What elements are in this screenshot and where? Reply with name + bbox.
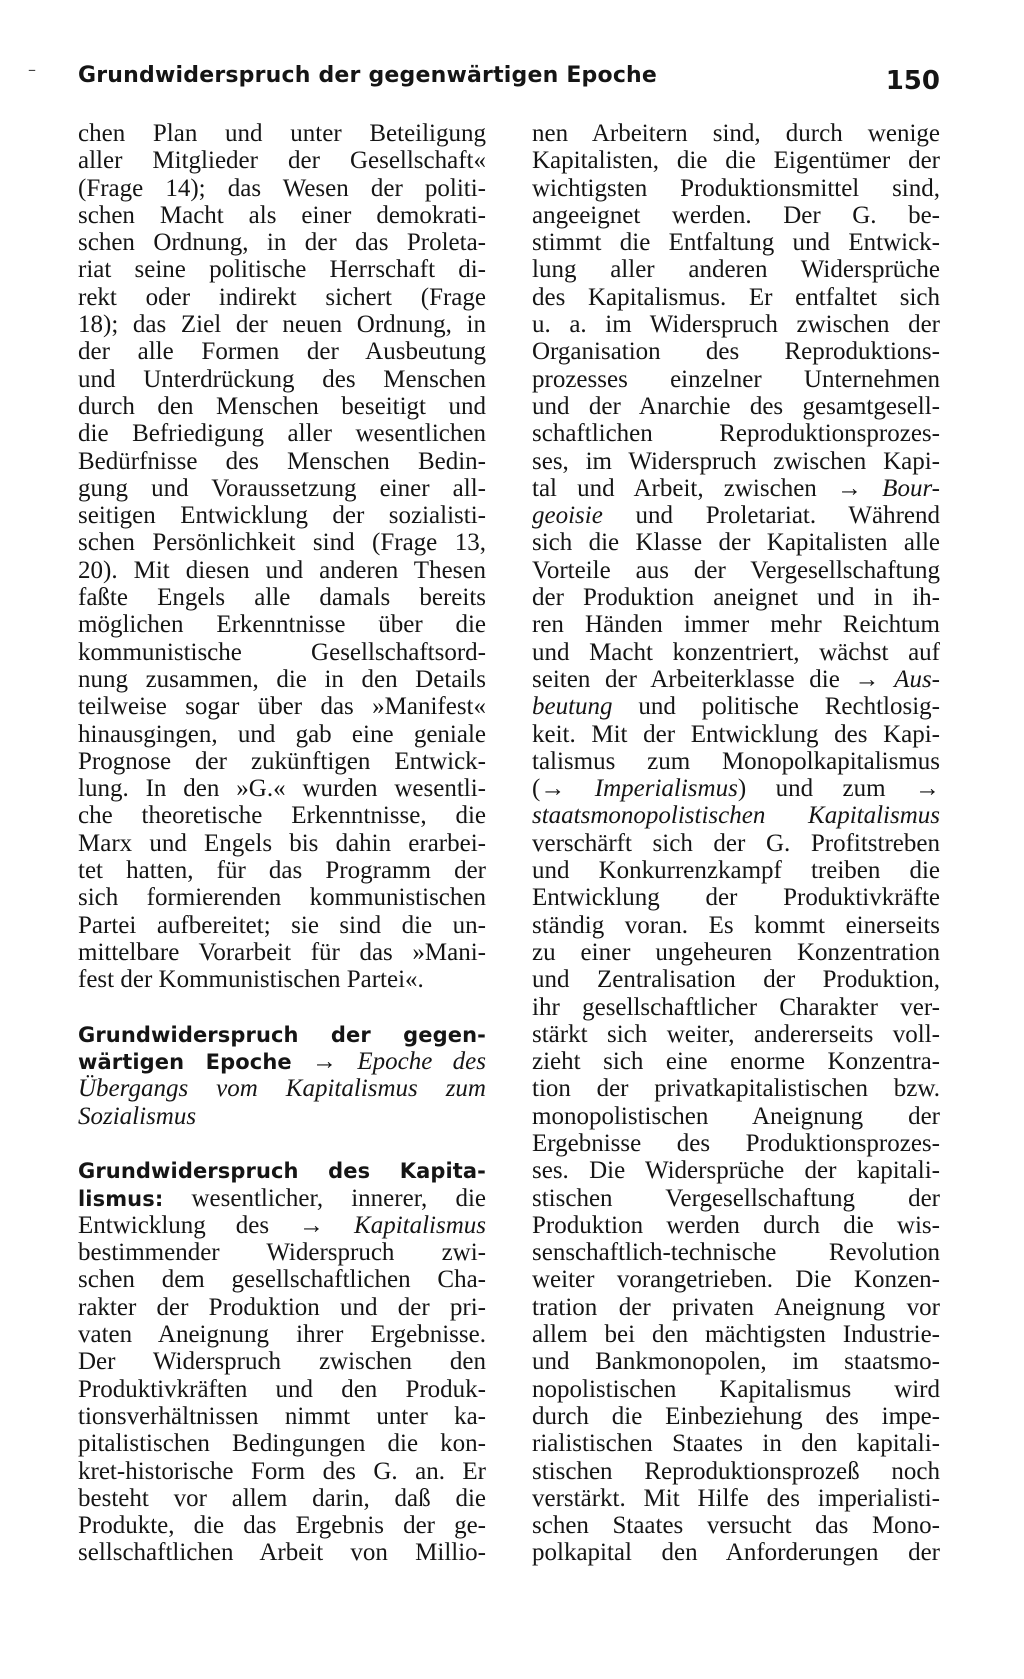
text-line [532,1485,940,1512]
text-line [78,202,486,229]
text-segment: Entwicklung des → [78,1211,355,1239]
cross-reference: Aus- [894,665,940,693]
text-line [78,256,486,283]
entry-headword: Grundwiderspruch der gegen- [78,1022,486,1047]
text-segment: und Konkurrenzkampf treiben die [532,857,940,885]
text-segment: (Frage 14); das Wesen der politi- [78,174,486,202]
text-line [78,1294,486,1321]
text-segment: talismus zum Monopolkapitalismus [532,747,940,775]
left-column [78,120,486,1567]
text-segment: tionsverhältnissen nimmt unter ka- [78,1402,486,1430]
text-segment: seitigen Entwicklung der sozialisti- [78,502,486,530]
text-line [78,639,486,666]
text-line [532,1321,940,1348]
text-segment: Organisation des Reproduktions- [532,338,940,366]
text-line [532,202,940,229]
text-segment: seiten der Arbeiterklasse die → [532,665,895,693]
text-segment: durch die Einbeziehung des impe- [532,1402,940,1430]
text-line [78,284,486,311]
text-line [78,366,486,393]
text-line [78,830,486,857]
text-segment: schen Macht als einer demokrati- [78,201,486,229]
text-line [78,1348,486,1375]
text-line [532,1403,940,1430]
text-line [78,611,486,638]
text-line [78,1048,486,1075]
text-segment: 20). Mit diesen und anderen Thesen [78,556,486,584]
text-line [532,284,940,311]
text-line [78,1512,486,1539]
text-segment: und Zentralisation der Produktion, [532,966,940,994]
text-segment: schaftlichen Reproduktionsprozes- [532,420,940,448]
text-line [78,884,486,911]
text-segment: sich formierenden kommunistischen [78,884,486,912]
text-segment: durch den Menschen beseitigt und [78,392,486,420]
page-header [78,62,940,102]
text-segment: ständig voran. Es kommt einerseits [532,911,940,939]
text-line [78,311,486,338]
text-line [78,502,486,529]
text-segment: vaten Aneignung ihrer Ergebnisse. [78,1321,486,1349]
text-line [78,1539,486,1566]
text-segment: ses, im Widerspruch zwischen Kapi- [532,447,940,475]
text-segment: wesentlicher, innerer, die [163,1184,486,1212]
text-line [78,1266,486,1293]
text-line [532,120,940,147]
text-segment: ihr gesellschaftlicher Charakter ver- [532,993,940,1021]
text-segment: nung zusammen, die in den Details [78,665,486,693]
text-line [532,639,940,666]
text-segment: mittelbare Vorarbeit für das »Mani- [78,938,486,966]
text-segment: Produktivkräften und den Produk- [78,1375,486,1403]
text-line [532,748,940,775]
text-line [532,693,940,720]
text-line [532,994,940,1021]
text-segment: rekt oder indirekt sichert (Frage [78,283,486,311]
text-segment: des Kapitalismus. Er entfaltet sich [532,283,940,311]
text-line [532,529,940,556]
text-segment: bestimmender Widerspruch zwi- [78,1239,486,1267]
margin-mark: – [28,60,36,79]
text-segment: zu einer ungeheuren Konzentration [532,938,940,966]
text-line [532,884,940,911]
text-line [78,966,486,993]
text-line [78,857,486,884]
text-line [532,448,940,475]
cross-reference: staatsmonopolistischen Kapitalismus [532,802,940,830]
text-line [78,175,486,202]
text-segment: nopolistischen Kapitalismus wird [532,1375,940,1403]
text-segment: besteht vor allem darin, daß die [78,1484,486,1512]
text-line [532,1458,940,1485]
text-segment: sellschaftlichen Arbeit von Millio- [78,1539,486,1567]
text-segment: zieht sich eine enorme Konzentra- [532,1048,940,1076]
text-line [532,802,940,829]
text-line [532,1539,940,1566]
text-line [532,939,940,966]
text-line [78,1075,486,1102]
text-line [532,1185,940,1212]
text-line [532,1512,940,1539]
text-line [532,557,940,584]
text-line [78,529,486,556]
text-line [78,147,486,174]
text-segment: und Bankmonopolen, im staatsmo- [532,1348,940,1376]
text-line [78,120,486,147]
text-line [532,1075,940,1102]
entry-headword: Grundwiderspruch des Kapita- [78,1159,486,1184]
entry-headword: lismus: [78,1186,164,1211]
text-segment: und Proletariat. Während [602,502,940,530]
text-line [78,557,486,584]
text-line [78,1212,486,1239]
text-segment: tal und Arbeit, zwischen → [532,474,883,502]
text-line [532,912,940,939]
text-segment: lung. In den »G.« wurden wesentli- [78,775,486,803]
text-segment: lung aller anderen Widersprüche [532,256,940,284]
text-line [78,912,486,939]
text-line [532,147,940,174]
cross-reference: Kapitalismus [354,1211,486,1239]
text-segment: senschaftlich-technische Revolution [532,1239,940,1267]
text-segment: tration der privaten Aneignung vor [532,1293,940,1321]
paragraph-gap [78,1130,486,1157]
text-line [532,721,940,748]
text-line [532,1103,940,1130]
text-line [532,175,940,202]
text-segment: der alle Formen der Ausbeutung [78,338,486,366]
text-line [78,1239,486,1266]
text-segment: faßte Engels alle damals bereits [78,584,486,612]
text-line [78,1021,486,1048]
text-segment: ren Händen immer mehr Reichtum [532,611,940,639]
right-column [532,120,940,1567]
text-line [78,802,486,829]
text-line [78,584,486,611]
text-segment: hinausgingen, und gab eine geniale [78,720,486,748]
cross-reference: beutung [532,693,613,721]
text-line [78,420,486,447]
text-line [532,584,940,611]
text-segment: Prognose der zukünftigen Entwick- [78,747,486,775]
text-segment: verschärft sich der G. Profitstreben [532,829,940,857]
text-segment: die Befriedigung aller wesentlichen [78,420,486,448]
text-segment: aller Mitglieder der Gesellschaft« [78,147,486,175]
paragraph-gap [78,994,486,1021]
text-segment: und politische Rechtlosig- [612,693,940,721]
text-segment: stimmt die Entfaltung und Entwick- [532,229,940,257]
text-segment: keit. Mit der Entwicklung des Kapi- [532,720,940,748]
text-line [532,1212,940,1239]
text-segment: wichtigsten Produktionsmittel sind, [532,174,940,202]
entry-headword: wärtigen Epoche [78,1050,292,1075]
text-segment: Entwicklung der Produktivkräfte [532,884,940,912]
text-line [532,1376,940,1403]
text-segment: monopolistischen Aneignung der [532,1102,940,1130]
text-line [78,1321,486,1348]
text-line [532,366,940,393]
text-line [78,1485,486,1512]
text-segment: kommunistische Gesellschaftsord- [78,638,486,666]
text-segment: Kapitalisten, die die Eigentümer der [532,147,940,175]
text-line [78,338,486,365]
text-line [532,1021,940,1048]
text-segment: der Produktion aneignet und in ih- [532,584,940,612]
text-segment: stischen Reproduktionsprozeß noch [532,1457,940,1485]
text-segment: riat seine politische Herrschaft di- [78,256,486,284]
text-segment: ) und zum → [737,775,940,803]
text-line [78,1103,486,1130]
text-line [78,748,486,775]
text-segment: rialistischen Staates in den kapitali- [532,1430,940,1458]
text-line [78,721,486,748]
text-segment: rakter der Produktion und der pri- [78,1293,486,1321]
text-segment: nen Arbeitern sind, durch wenige [532,120,940,147]
cross-reference: Bour- [882,474,940,502]
text-segment: allem bei den mächtigsten Industrie- [532,1321,940,1349]
text-segment: sich die Klasse der Kapitalisten alle [532,529,940,557]
text-segment: → [291,1048,358,1076]
text-line [78,1376,486,1403]
text-segment: schen dem gesellschaftlichen Cha- [78,1266,486,1294]
text-line [532,502,940,529]
text-segment: schen Staates versucht das Mono- [532,1512,940,1540]
text-line [532,611,940,638]
text-segment: Produkte, die das Ergebnis der ge- [78,1512,486,1540]
text-line [532,1348,940,1375]
text-segment: weiter vorangetrieben. Die Konzen- [532,1266,940,1294]
text-line [78,229,486,256]
text-segment: (→ [532,775,595,803]
text-segment: Partei aufbereitet; sie sind die un- [78,911,486,939]
running-head: Grundwiderspruch der gegenwärtigen Epoche [78,63,658,88]
text-line [532,229,940,256]
text-line [532,393,940,420]
cross-reference: geoisie [532,502,603,530]
text-line [532,420,940,447]
text-segment: und Unterdrückung des Menschen [78,365,486,393]
text-segment: pitalistischen Bedingungen die kon- [78,1430,486,1458]
text-segment: polkapital den Anforderungen der [532,1539,940,1567]
text-segment: Ergebnisse des Produktionsprozes- [532,1129,940,1157]
text-line [532,1048,940,1075]
cross-reference: Sozialismus [78,1102,197,1130]
text-line [78,1430,486,1457]
text-line [532,1130,940,1157]
text-line [78,939,486,966]
text-line [532,966,940,993]
text-line [532,830,940,857]
text-segment: 18); das Ziel der neuen Ordnung, in [78,311,486,339]
text-segment: tet hatten, für das Programm der [78,857,486,885]
text-line [532,1157,940,1184]
text-line [78,448,486,475]
text-segment: tion der privatkapitalistischen bzw. [532,1075,940,1103]
text-segment: stischen Vergesellschaftung der [532,1184,940,1212]
text-segment: fest der Kommunistischen Partei«. [78,966,424,994]
text-line [78,1157,486,1184]
cross-reference: Epoche des [357,1048,486,1076]
text-segment: Der Widerspruch zwischen den [78,1348,486,1376]
text-segment: kret-historische Form des G. an. Er [78,1457,486,1485]
text-line [78,1403,486,1430]
text-segment: Produktion werden durch die wis- [532,1211,940,1239]
text-segment: verstärkt. Mit Hilfe des imperialisti- [532,1484,940,1512]
text-line [78,1458,486,1485]
text-segment: stärkt sich weiter, andererseits voll- [532,1020,940,1048]
text-line [532,1266,940,1293]
text-segment: che theoretische Erkenntnisse, die [78,802,486,830]
text-segment: Bedürfnisse des Menschen Bedin- [78,447,486,475]
page-number: 150 [885,66,940,96]
cross-reference: Übergangs vom Kapitalismus zum [78,1075,486,1103]
text-segment: und Macht konzentriert, wächst auf [532,638,940,666]
text-line [78,1185,486,1212]
text-line [532,857,940,884]
text-line [532,1294,940,1321]
text-line [532,1239,940,1266]
text-line [532,256,940,283]
text-segment: schen Ordnung, in der das Proleta- [78,229,486,257]
text-segment: ses. Die Widersprüche der kapitali- [532,1157,940,1185]
text-segment: chen Plan und unter Beteiligung [78,120,486,147]
text-segment: schen Persönlichkeit sind (Frage 13, [78,529,486,557]
text-segment: und der Anarchie des gesamtgesell- [532,392,940,420]
text-line [532,475,940,502]
text-segment: Marx und Engels bis dahin erarbei- [78,829,486,857]
text-segment: Vorteile aus der Vergesellschaftung [532,556,940,584]
text-line [78,393,486,420]
text-line [532,775,940,802]
text-line [532,338,940,365]
cross-reference: Imperialismus [594,775,738,803]
text-segment: möglichen Erkenntnisse über die [78,611,486,639]
text-line [78,693,486,720]
text-segment: prozesses einzelner Unternehmen [532,365,940,393]
text-line [532,666,940,693]
text-segment: u. a. im Widerspruch zwischen der [532,311,940,339]
text-line [78,475,486,502]
text-line [78,775,486,802]
text-segment: angeeignet werden. Der G. be- [532,201,940,229]
text-line [78,666,486,693]
text-line [532,1430,940,1457]
text-segment: gung und Voraussetzung einer all- [78,474,486,502]
text-line [532,311,940,338]
text-segment: teilweise sogar über das »Manifest« [78,693,486,721]
